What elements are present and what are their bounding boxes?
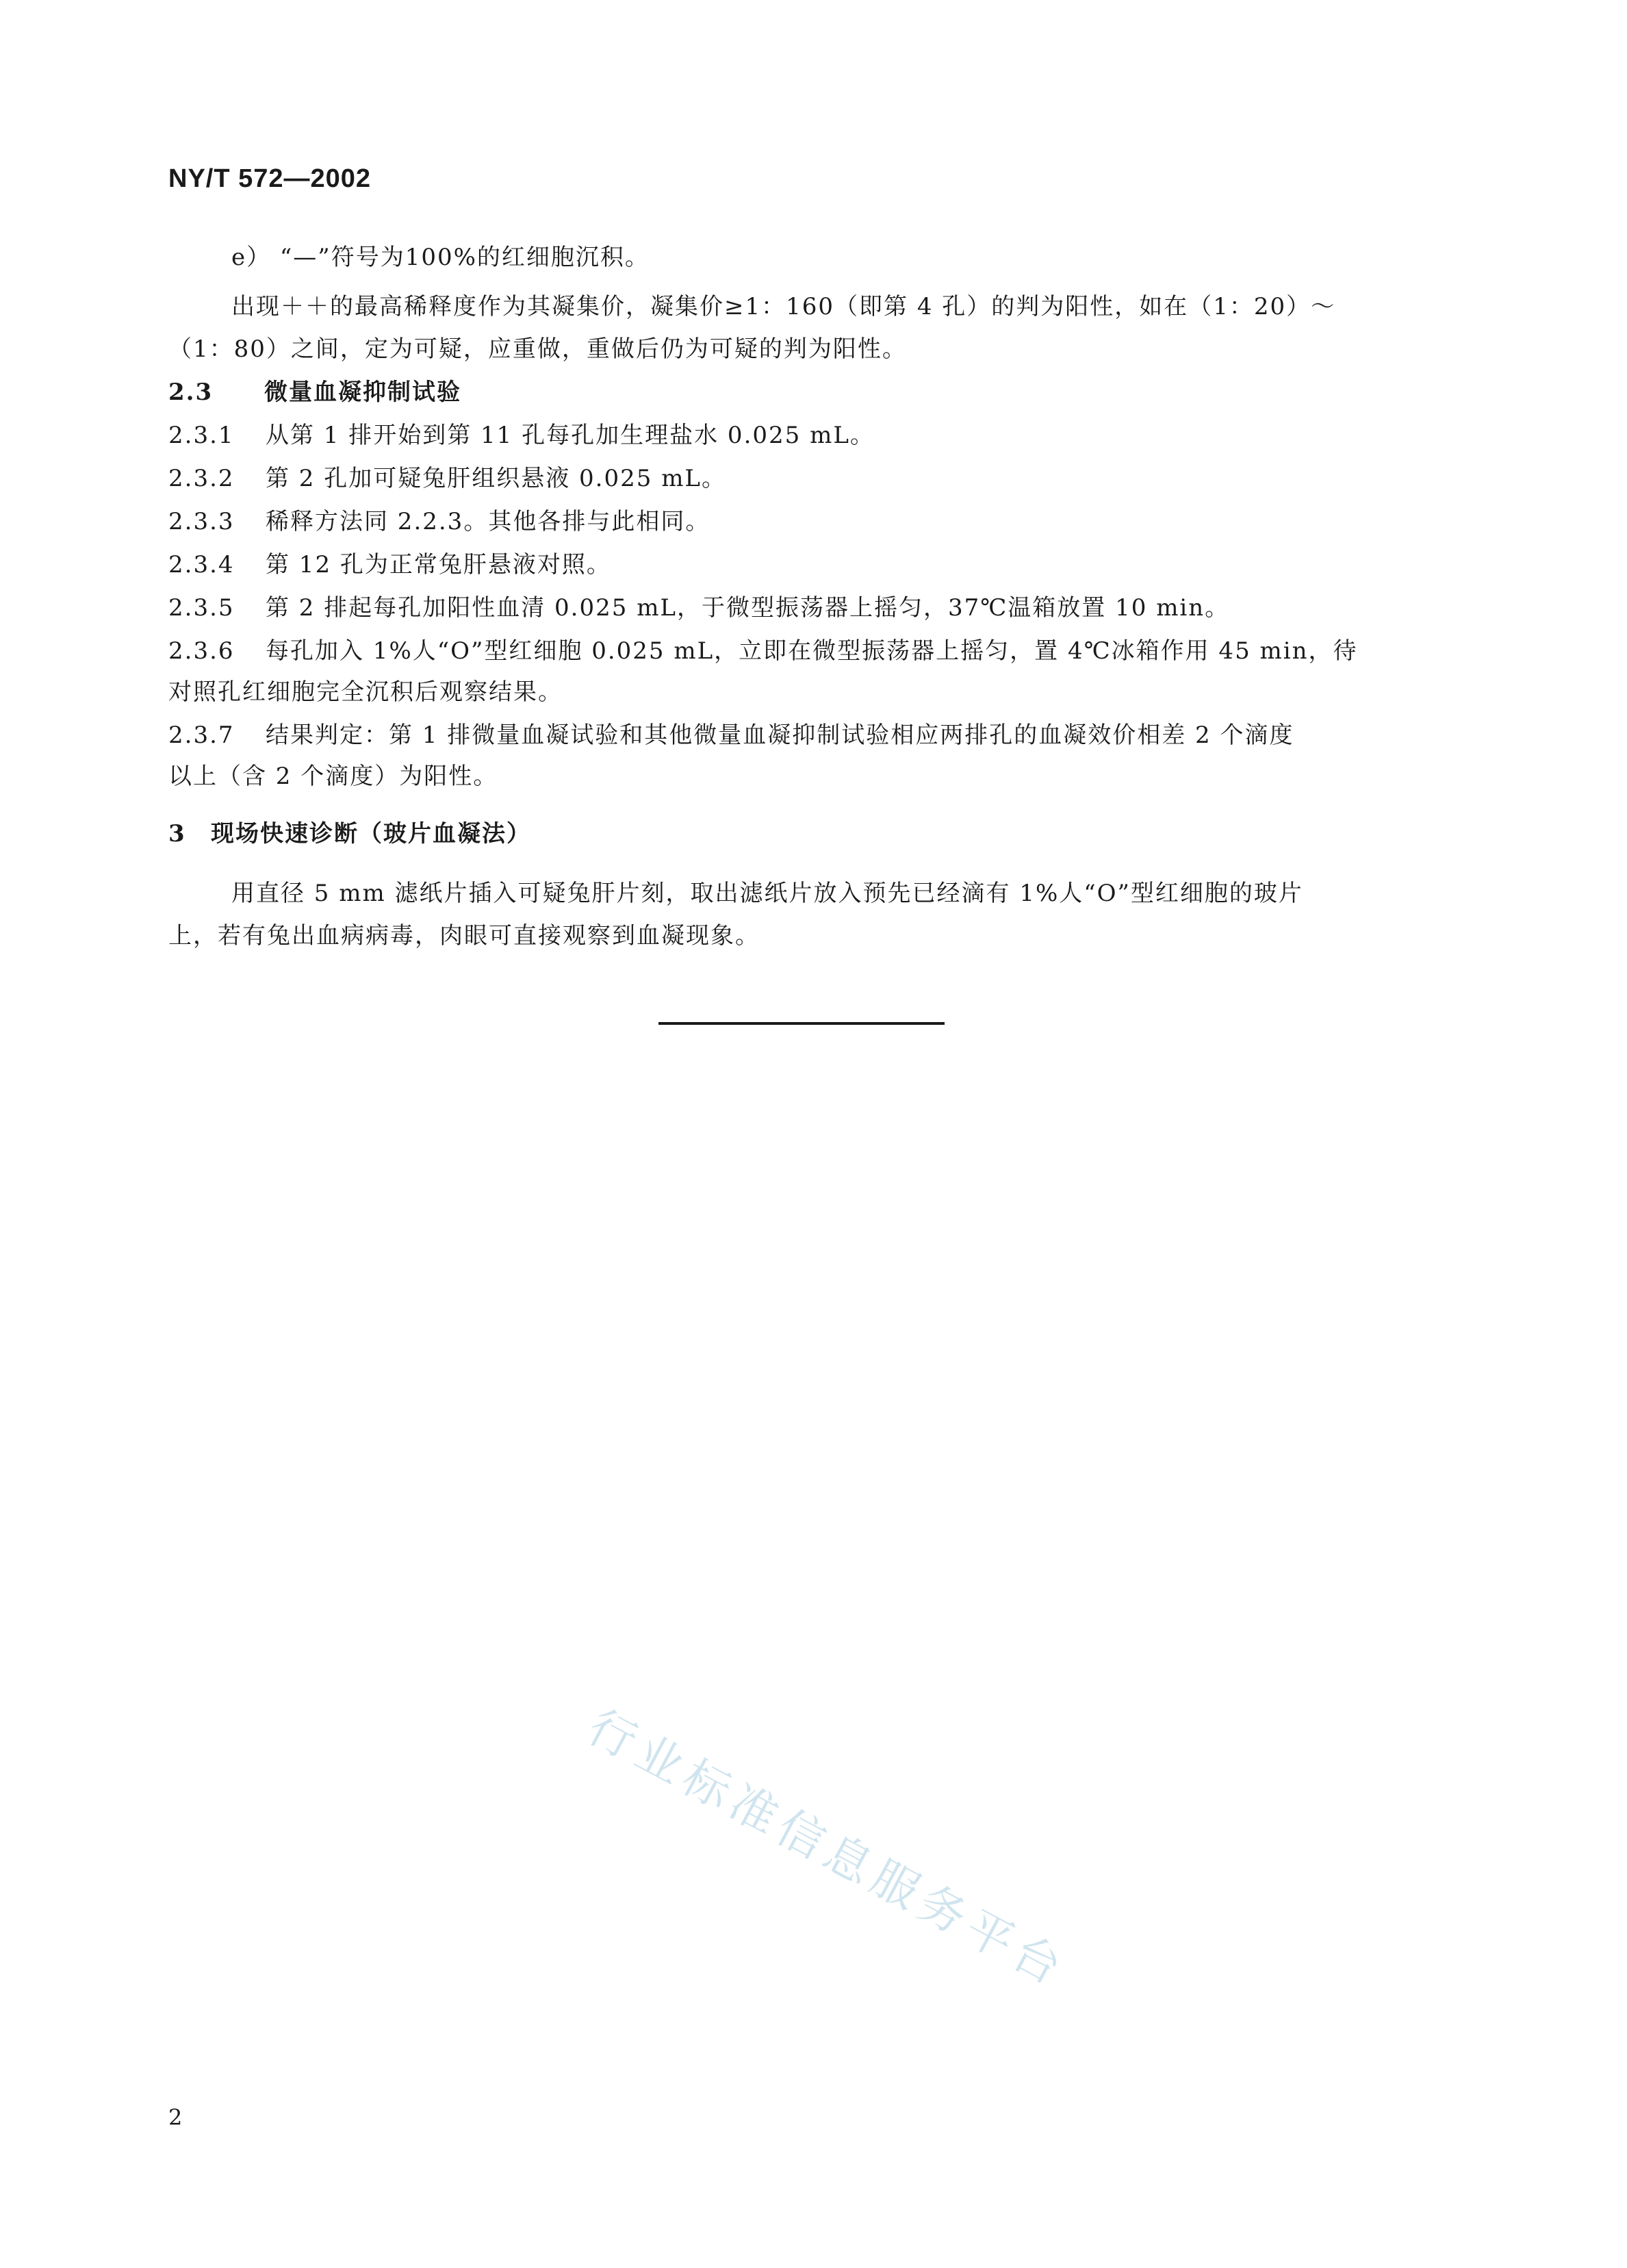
section-number: 2.3 <box>168 379 214 406</box>
clause-text: 稀释方法同 2.2.3。其他各排与此相同。 <box>266 508 710 535</box>
clause-text: 从第 1 排开始到第 11 孔每孔加生理盐水 0.025 mL。 <box>266 422 875 449</box>
section-number: 3 <box>168 820 186 848</box>
section-heading-3 <box>168 813 531 854</box>
clause-text: 第 2 孔加可疑兔肝组织悬液 0.025 mL。 <box>266 465 727 492</box>
clause-number: 2.3.7 <box>168 722 235 749</box>
clause-2-3-5 <box>168 587 1229 628</box>
list-item-e: e） “—”符号为100%的红细胞沉积。 <box>231 244 650 271</box>
paragraph-line: 出现＋＋的最高稀释度作为其凝集价，凝集价≥1：160（即第 4 孔）的判为阳性，如在（1：20）～ <box>231 293 1336 320</box>
section-heading-2-3 <box>168 372 461 413</box>
clause-number: 2.3.1 <box>168 422 235 449</box>
clause-continuation: 以上（含 2 个滴度）为阳性。 <box>168 763 498 790</box>
section-title: 微量血凝抑制试验 <box>264 379 461 406</box>
clause-2-3-4 <box>168 544 611 585</box>
clause-number: 2.3.2 <box>168 465 235 492</box>
paragraph-line: 用直径 5 mm 滤纸片插入可疑兔肝片刻，取出滤纸片放入预先已经滴有 1%人“O”型红细胞的玻片 <box>231 880 1303 907</box>
paragraph-line: 上，若有兔出血病病毒，肉眼可直接观察到血凝现象。 <box>168 922 760 950</box>
clause-2-3-6 <box>168 630 1358 672</box>
clause-2-3-7 <box>168 715 1294 756</box>
clause-number: 2.3.3 <box>168 508 235 535</box>
clause-text: 结果判定：第 1 排微量血凝试验和其他微量血凝抑制试验相应两排孔的血凝效价相差 2 个滴度 <box>266 722 1294 749</box>
clause-2-3-1 <box>168 415 875 456</box>
clause-number: 2.3.5 <box>168 594 235 622</box>
document-code-header: NY/T 572—2002 <box>168 164 372 193</box>
watermark: 行业标准信息服务平台 <box>578 1700 1076 1999</box>
section-title: 现场快速诊断（玻片血凝法） <box>211 820 531 848</box>
clause-2-3-2 <box>168 458 726 499</box>
paragraph-line: （1：80）之间，定为可疑，应重做，重做后仍为可疑的判为阳性。 <box>168 335 907 363</box>
clause-2-3-3 <box>168 501 710 542</box>
clause-text: 每孔加入 1%人“O”型红细胞 0.025 mL，立即在微型振荡器上摇匀，置 4℃冰箱作用 45 min，待 <box>266 637 1358 665</box>
clause-text: 第 12 孔为正常兔肝悬液对照。 <box>266 551 611 578</box>
end-rule <box>658 1022 945 1025</box>
clause-continuation: 对照孔红细胞完全沉积后观察结果。 <box>168 678 563 706</box>
clause-number: 2.3.6 <box>168 637 235 665</box>
clause-number: 2.3.4 <box>168 551 235 578</box>
page-number: 2 <box>168 2104 183 2130</box>
clause-text: 第 2 排起每孔加阳性血清 0.025 mL，于微型振荡器上摇匀，37℃温箱放置 10 min。 <box>266 594 1230 622</box>
